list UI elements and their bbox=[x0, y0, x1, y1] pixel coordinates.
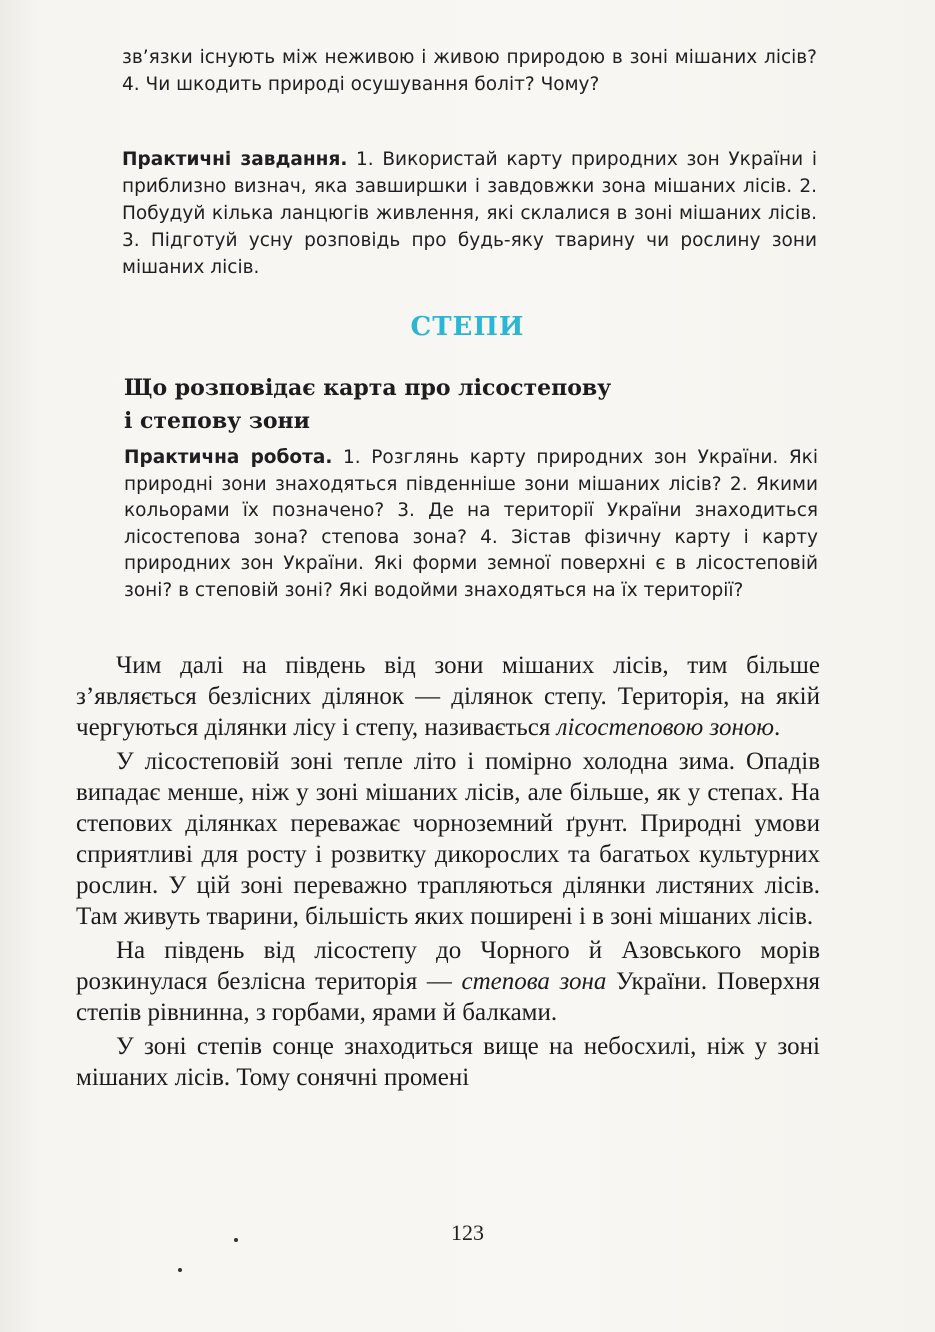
paragraph-3-end: України. Поверхня степів рівнинна, з горбами, ярами й балками. bbox=[76, 968, 820, 1026]
paragraph-3 bbox=[76, 935, 820, 1028]
practical-tasks-label: Практичні завдання. bbox=[122, 149, 348, 170]
term-forest-steppe: лісостеповою зоною bbox=[556, 714, 774, 741]
practical-work-label: Практична робота. bbox=[124, 447, 333, 468]
paragraph-1 bbox=[76, 650, 820, 743]
practical-work-text: 1. Розглянь карту природних зон України. Які природні зони знаходяться південніше зони мішаних лісів? 2. Якими кольорами їх позначено? 3. Де на території України знаходиться лісостепова зона? степова зона? 4. Зістав фізичну карту і карту природних зон України. Які форми земної поверхні є в лісостеповій зоні? в степовій зоні? Які водойми знаходяться на їх території? bbox=[124, 447, 818, 601]
section-title: СТЕПИ bbox=[410, 312, 525, 342]
subheading bbox=[124, 372, 744, 438]
print-speck bbox=[234, 1238, 238, 1242]
term-steppe-zone: степова зона bbox=[461, 968, 607, 995]
paragraph-4: У зоні степів сонце знаходиться вище на небосхилі, ніж у зоні мішаних лісів. Тому сонячні промені bbox=[76, 1033, 820, 1091]
paragraph-1-text: Чим далі на південь від зони мішаних лісів, тим більше з’являється безлісних ділянок — ділянок степу. Територія, на якій чергуються ділянки лісу і степу, називається bbox=[76, 652, 820, 741]
questions-tail-text: зв’язки існують між неживою і живою природою в зоні мішаних лісів? 4. Чи шкодить природі осушування боліт? Чому? bbox=[122, 47, 817, 95]
subheading-line-2: і степову зони bbox=[124, 408, 310, 434]
practical-work bbox=[124, 445, 818, 604]
paragraph-2: У лісостеповій зоні тепле літо і помірно холодна зима. Опадів випадає менше, ніж у зоні мішаних лісів, але більше, як у степах. На степових ділянках переважає чорноземний ґрунт. Природні умови сприятливі для росту і розвитку дикорослих та багатьох культурних рослин. У цій зоні переважно трапляються ділянки листяних лісів. Там живуть тварини, більшість яких поширені і в зоні мішаних лісів. bbox=[76, 748, 820, 930]
practical-tasks bbox=[122, 146, 817, 281]
questions-tail bbox=[122, 44, 817, 98]
main-text bbox=[76, 650, 820, 1096]
print-speck bbox=[178, 1268, 182, 1272]
subheading-line-1: Що розповідає карта про лісостепову bbox=[124, 375, 612, 401]
practical-tasks-text: 1. Використай карту природних зон України і приблизно визнач, яка завширшки і завдовжки зона мішаних лісів. 2. Побудуй кілька ланцюгів живлення, які склалися в зоні мішаних лісів. 3. Підготуй усну розповідь про будь-яку тварину чи рослину зони мішаних лісів. bbox=[122, 149, 817, 278]
paragraph-3-text: На південь від лісостепу до Чорного й Азовського морів розкинулася безлісна територія — bbox=[76, 937, 820, 995]
paragraph-1-end: . bbox=[774, 714, 781, 741]
page-number: 123 bbox=[451, 1220, 484, 1245]
